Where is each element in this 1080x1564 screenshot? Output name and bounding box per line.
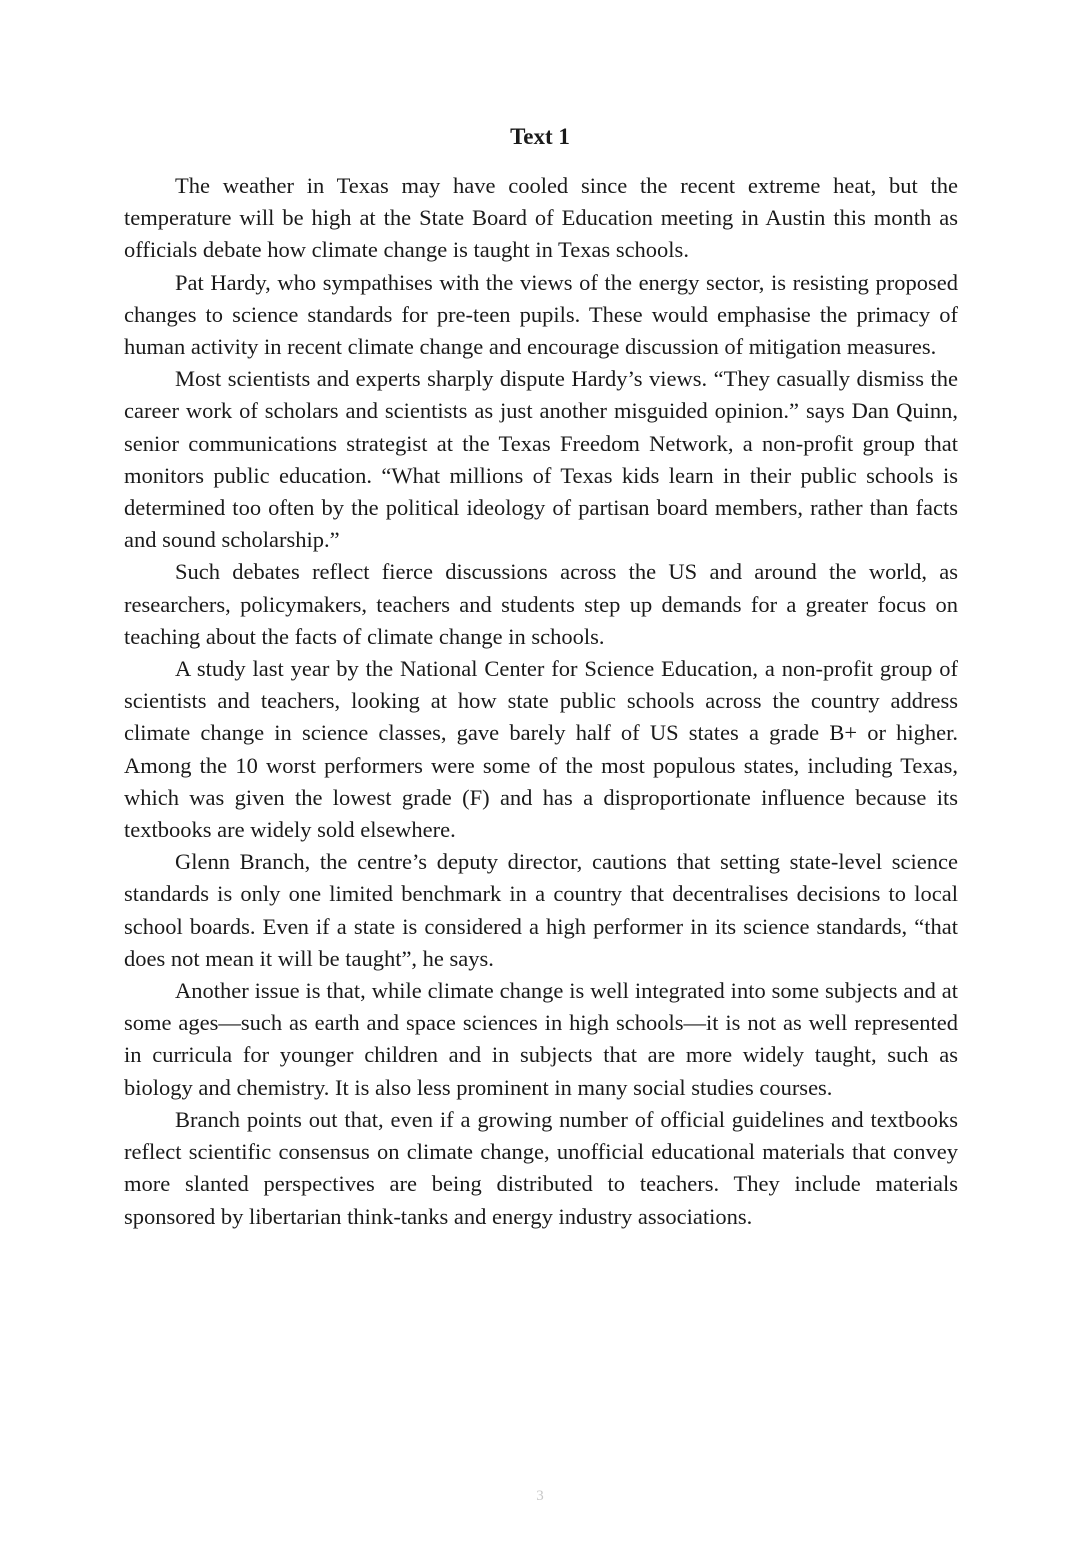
document-title: Text 1 (510, 124, 570, 149)
paragraph-7: Another issue is that, while climate change is well integrated into some subjects and at some ages—such as earth and space sciences in high schools—it is not as well represented in curricula for younger children and in subjects that are more widely taught, such as biology and chemistry. It is also less prominent in many social studies courses. (124, 978, 958, 1100)
paragraph-3: Most scientists and experts sharply dispute Hardy’s views. “They casually dismiss the career work of scholars and scientists as just another misguided opinion.” says Dan Quinn, senior communications strategist at the Texas Freedom Network, a non-profit group that monitors public education. “What millions of Texas kids learn in their public schools is determined too often by the political ideology of partisan board members, rather than facts and sound scholarship.” (124, 366, 958, 553)
paragraph-2: Pat Hardy, who sympathises with the views of the energy sector, is resisting proposed changes to science standards for pre-teen pupils. These would emphasise the primacy of human activity in recent climate change and encourage discussion of mitigation measures. (124, 269, 958, 360)
article-body (124, 170, 958, 1233)
paragraph-4: Such debates reflect fierce discussions across the US and around the world, as researchers, policymakers, teachers and students step up demands for a greater focus on teaching about the facts of climate change in schools. (124, 559, 958, 649)
paragraph-6: Glenn Branch, the centre’s deputy director, cautions that setting state-level science standards is only one limited benchmark in a country that decentralises decisions to local school boards. Even if a state is considered a high performer in its science standards, “that does not mean it will be taught”, he says. (124, 849, 958, 971)
paragraph-5: A study last year by the National Center for Science Education, a non-profit group of scientists and teachers, looking at how state public schools across the country address climate change in science classes, gave barely half of US states a grade B+ or higher. Among the 10 worst performers were some of the most populous states, including Texas, which was given the lowest grade (F) and has a disproportionate influence because its textbooks are widely sold elsewhere. (124, 656, 958, 843)
page-number: 3 (536, 1488, 544, 1504)
paragraph-8: Branch points out that, even if a growing number of official guidelines and textbooks reflect scientific consensus on climate change, unofficial educational materials that convey more slanted perspectives are being distributed to teachers. They include materials sponsored by libertarian think-tanks and energy industry associations. (124, 1106, 958, 1229)
paragraph-1: The weather in Texas may have cooled since the recent extreme heat, but the temperature will be high at the State Board of Education meeting in Austin this month as officials debate how climate change is taught in Texas schools. (124, 173, 958, 263)
